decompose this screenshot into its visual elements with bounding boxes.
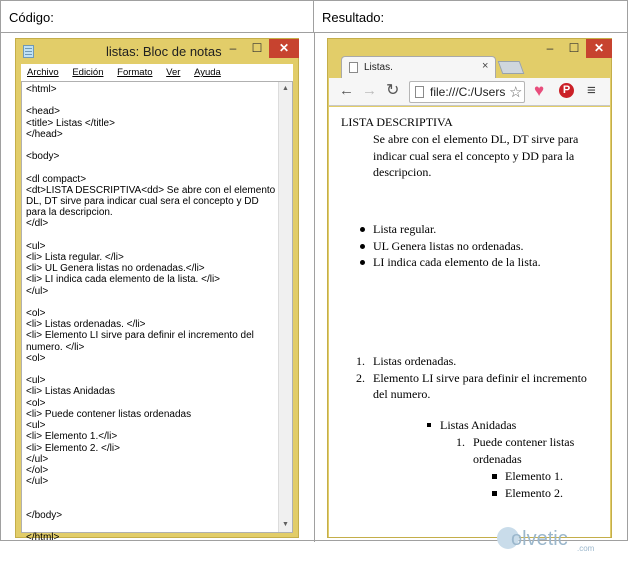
- notepad-editor[interactable]: [21, 81, 293, 544]
- item-number: 1.: [356, 354, 365, 368]
- html-source-text[interactable]: <html> <head> <title> Listas </title> </head> <body> <dl compact> <dt>LISTA DESCRIPTIVA<dd> Se abre con el elemento DL, DT sirve para indicar cual sera el concepto y DD para la descripcion. </dl> <ul> <li> Lista regular. </li> <li> UL Genera listas no ordenadas.</li> <li> LI indica cada elemento de la lista. </li> </ul> <ol> <li> Listas ordenadas. </li> <li> Elemento LI sirve para definir el incremento del numero. </li> <ol> <ul> <li> Listas Anidadas <ol> <li> Puede contener listas ordenadas <ul> <li> Elemento 1.</li> <li> Elemento 2. </li> </ul> </ol> </ul> </body> </html>: [26, 84, 276, 544]
- new-tab-button[interactable]: [498, 61, 525, 74]
- item-text: Puede contener listas ordenadas: [473, 435, 575, 466]
- unordered-list: [356, 221, 541, 271]
- nested-inner-list: [488, 468, 563, 501]
- browser-close-button[interactable]: ✕: [586, 39, 612, 58]
- item-text: Elemento LI sirve para definir el incremento del numero.: [373, 370, 587, 401]
- pinterest-icon[interactable]: P: [559, 83, 574, 98]
- notepad-menubar: [21, 64, 293, 81]
- menu-formato[interactable]: Formato: [117, 67, 153, 78]
- item-number: 2.: [356, 370, 365, 385]
- list-item: Listas Anidadas: [423, 417, 516, 434]
- logo-domain: .com: [577, 544, 595, 553]
- page-icon: [349, 62, 358, 73]
- logo-text: olvetic: [511, 528, 568, 550]
- heart-extension-icon[interactable]: ♥: [534, 81, 545, 100]
- forward-icon[interactable]: →: [362, 82, 377, 99]
- item-text: Listas ordenadas.: [373, 354, 457, 368]
- list-item: [356, 370, 592, 403]
- tab-label: Listas.: [364, 62, 393, 73]
- notepad-title: listas: Bloc de notas: [106, 44, 222, 59]
- list-item: Elemento 1.: [488, 468, 563, 485]
- notepad-icon: [23, 45, 34, 58]
- back-icon[interactable]: ←: [339, 82, 354, 99]
- close-button[interactable]: ✕: [269, 39, 299, 58]
- browser-window: [327, 38, 612, 553]
- list-item: [456, 434, 596, 467]
- maximize-button[interactable]: ☐: [251, 41, 263, 55]
- minimize-button[interactable]: –: [229, 41, 237, 55]
- list-item: Elemento 2.: [488, 485, 563, 502]
- menu-ayuda[interactable]: Ayuda: [194, 67, 221, 78]
- list-item: Lista regular.: [356, 221, 541, 238]
- browser-toolbar: [329, 78, 610, 106]
- nested-ordered-list: [456, 434, 596, 467]
- menu-icon[interactable]: ≡: [587, 82, 596, 99]
- list-item: [356, 353, 592, 370]
- solvetic-watermark: [497, 527, 607, 567]
- ordered-list: [356, 353, 592, 403]
- list-item: LI indica cada elemento de la lista.: [356, 254, 541, 271]
- browser-maximize-button[interactable]: ☐: [568, 41, 580, 55]
- tab-close-icon[interactable]: ×: [482, 60, 489, 72]
- menu-archivo[interactable]: Archivo: [27, 67, 59, 78]
- tab-listas[interactable]: [341, 56, 496, 78]
- rendered-page: [329, 107, 610, 553]
- notepad-window: [15, 38, 299, 544]
- reload-icon[interactable]: ↻: [386, 82, 400, 99]
- notepad-titlebar[interactable]: [16, 39, 298, 63]
- result-header: Resultado:: [314, 1, 628, 33]
- definition-description: Se abre con el elemento DL, DT sirve para indicar cual sera el concepto y DD para la descripcion.: [373, 132, 579, 179]
- menu-edicion[interactable]: Edición: [72, 67, 104, 78]
- column-divider: [314, 33, 315, 542]
- list-item: UL Genera listas no ordenadas.: [356, 238, 541, 255]
- item-number: 1.: [456, 435, 465, 449]
- browser-minimize-button[interactable]: –: [546, 41, 554, 55]
- vertical-scrollbar[interactable]: [278, 82, 292, 532]
- url-text[interactable]: file:///C:/Users: [430, 85, 506, 99]
- address-bar[interactable]: [409, 81, 525, 103]
- file-icon: [415, 86, 424, 98]
- nested-outer-list: [423, 417, 516, 434]
- code-header: Código:: [1, 1, 314, 33]
- definition-term: LISTA DESCRIPTIVA: [341, 115, 453, 129]
- scroll-down-icon[interactable]: ▼: [282, 521, 289, 528]
- bookmark-star-icon[interactable]: ☆: [509, 84, 523, 101]
- menu-ver[interactable]: Ver: [166, 67, 181, 78]
- scroll-up-icon[interactable]: ▲: [282, 85, 289, 92]
